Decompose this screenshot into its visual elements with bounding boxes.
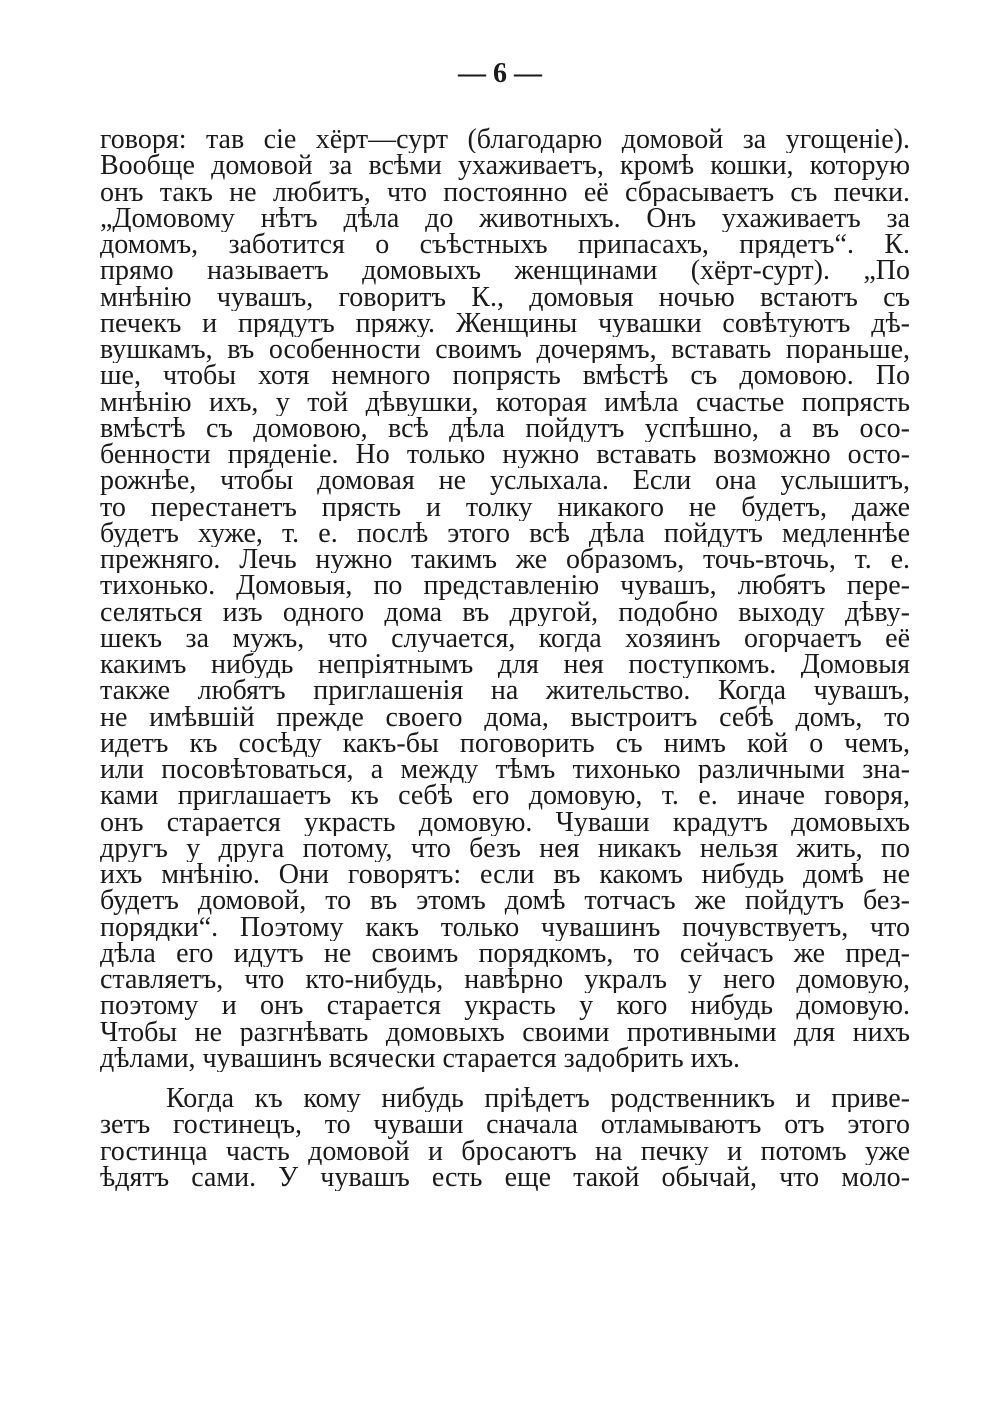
text-line: селяться изъ одного дома въ другой, подобно выходу дѣву- xyxy=(100,599,910,626)
text-line: рожнѣе, чтобы домовая не услыхала. Если она услышитъ, xyxy=(100,468,910,495)
text-line: идетъ къ сосѣду какъ-бы поговорить съ нимъ кой о чемъ, xyxy=(100,730,910,757)
text-line: также любятъ приглашенія на жительство. Когда чувашъ, xyxy=(100,678,910,705)
text-line: прямо называетъ домовыхъ женщинами (хёрт-сурт). „По xyxy=(100,258,910,285)
text-line: зетъ гостинецъ, то чуваши сначала отламываютъ отъ этого xyxy=(100,1112,910,1139)
text-line: „Домовому нѣтъ дѣла до животныхъ. Онъ ухаживаетъ за xyxy=(100,205,910,232)
text-line: ѣдятъ сами. У чувашъ есть еще такой обычай, что моло- xyxy=(100,1164,910,1191)
paragraph-1 xyxy=(100,127,910,1072)
text-line: вушкамъ, въ особенности своимъ дочерямъ, вставать пораньше, xyxy=(100,337,910,364)
paragraph-gap xyxy=(100,1072,910,1086)
text-line: Чтобы не разгнѣвать домовыхъ своими противными для нихъ xyxy=(100,1019,910,1046)
text-line: дѣлами, чувашинъ всячески старается задобрить ихъ. xyxy=(100,1045,741,1072)
text-line: ставляетъ, что кто-нибудь, навѣрно укралъ у него домовую, xyxy=(100,967,910,994)
text-line: не имѣвшій прежде своего дома, выстроитъ себѣ домъ, то xyxy=(100,704,910,731)
text-line: вмѣстѣ съ домовою, всѣ дѣла пойдутъ успѣшно, а въ осо- xyxy=(100,415,910,442)
paragraph-2 xyxy=(100,1086,910,1191)
text-line: печекъ и прядутъ пряжу. Женщины чувашки совѣтуютъ дѣ- xyxy=(100,310,910,337)
text-line: какимъ нибудь непріятнымъ для нея поступкомъ. Домовыя xyxy=(100,652,910,679)
text-line: прежняго. Лечь нужно такимъ же образомъ, точь-вточь, т. е. xyxy=(100,547,910,574)
text-line: онъ такъ не любитъ, что постоянно её сбрасываетъ съ печки. xyxy=(100,179,910,206)
text-line: то перестанетъ прясть и толку никакого не будетъ, даже xyxy=(100,494,910,521)
text-line: дѣла его идутъ не своимъ порядкомъ, то сейчасъ же пред- xyxy=(100,940,910,967)
text-line: шекъ за мужъ, что случается, когда хозяинъ огорчаетъ её xyxy=(100,625,910,652)
text-line: Вообще домовой за всѣми ухаживаетъ, кромѣ кошки, которую xyxy=(100,153,910,180)
text-line: порядки“. Поэтому какъ только чувашинъ почувствуетъ, что xyxy=(100,914,910,941)
text-line: ше, чтобы хотя немного попрясть вмѣстѣ съ домовою. По xyxy=(100,363,910,390)
text-line: или посовѣтоваться, а между тѣмъ тихонько различными зна- xyxy=(100,757,910,784)
text-line: гостинца часть домовой и бросаютъ на печку и потомъ уже xyxy=(100,1138,910,1165)
text-line: другъ у друга потому, что безъ нея никакъ нельзя жить, по xyxy=(100,835,910,862)
text-line: мнѣнію чувашъ, говоритъ К., домовыя ночью встаютъ съ xyxy=(100,284,910,311)
text-line: говоря: тав сіе хёрт—сурт (благодарю домовой за угощеніе). xyxy=(100,127,910,154)
text-line: будетъ домовой, то въ этомъ домѣ тотчасъ же пойдутъ без- xyxy=(100,888,910,915)
text-line: мнѣнію ихъ, у той дѣвушки, которая имѣла счастье попрясть xyxy=(100,389,910,416)
body-text xyxy=(100,127,910,1191)
text-line: домомъ, заботится о съѣстныхъ припасахъ, прядетъ“. К. xyxy=(100,232,910,259)
page-number: — 6 — xyxy=(458,58,542,89)
text-line: ихъ мнѣнію. Они говорятъ: если въ какомъ нибудь домѣ не xyxy=(100,862,910,889)
text-line: ками приглашаетъ къ себѣ его домовую, т. е. иначе говоря, xyxy=(100,783,910,810)
text-line: бенности пряденіе. Но только нужно вставать возможно осто- xyxy=(100,442,910,469)
text-line: Когда къ кому нибудь пріѣдетъ родственникъ и приве- xyxy=(166,1086,910,1113)
text-line: будетъ хуже, т. е. послѣ этого всѣ дѣла пойдутъ медленнѣе xyxy=(100,520,910,547)
text-line: поэтому и онъ старается украсть у кого нибудь домовую. xyxy=(100,993,910,1020)
text-line: тихонько. Домовыя, по представленію чувашъ, любятъ пере- xyxy=(100,573,910,600)
text-line: онъ старается украсть домовую. Чуваши крадутъ домовыхъ xyxy=(100,809,910,836)
